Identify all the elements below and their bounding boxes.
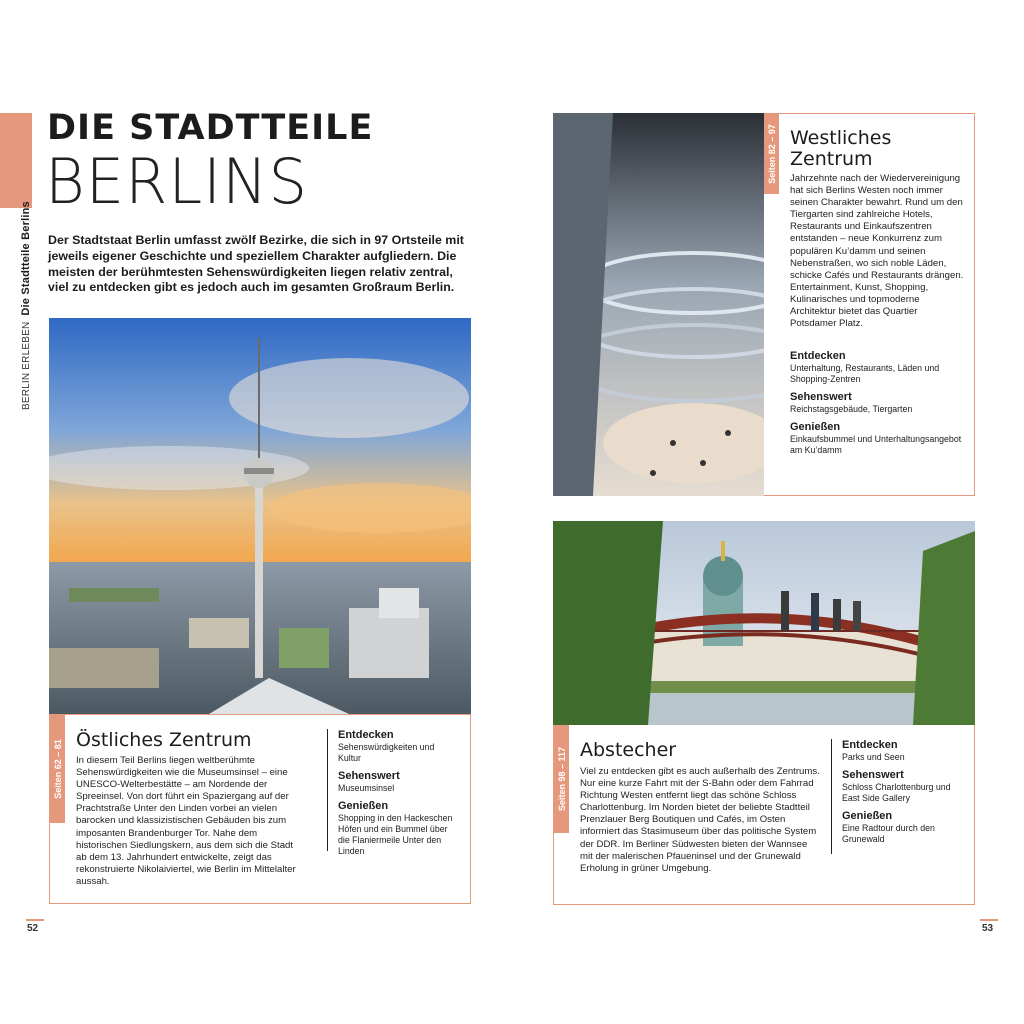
geniessen-heading: Genießen xyxy=(338,800,389,812)
sehenswert-text: Schloss Charlottenburg und East Side Gallery xyxy=(842,782,951,803)
running-header-section: BERLIN ERLEBEN xyxy=(21,321,32,410)
card-body: Jahrzehnte nach der Wiedervereinigung hat sich Berlins Westen noch immer seinen Charakter bewahrt. Rund um den Tiergarten sind zahlreiche Hotels, Restaurants und Einkaufszentren entstanden – neue Konkurrenz zum populären Ku’damm und seinen Nebenstraßen, wo sich noble Läden, schicke Cafés und Restaurants drängen. Entertainment, Kunst, Shopping, Kulinarisches und topmoderne Architektur bietet das Quartier Potsdamer Platz. xyxy=(790,173,964,330)
geniessen-heading: Genießen xyxy=(790,421,841,433)
sehenswert-text: Reichstagsgebäude, Tiergarten xyxy=(790,404,913,414)
divider xyxy=(831,739,832,854)
intro-paragraph: Der Stadtstaat Berlin umfasst zwölf Bezirke, die sich in 97 Ortsteile mit jeweils eigener Geschichte und speziellem Charakter aufgliedern. Die meisten der berühmtesten Sehenswürdigkeiten liegen relativ zentral, viel zu entdecken gibt es jedoch auch im gesamten Großraum Berlin. xyxy=(48,233,464,295)
page-range-tab xyxy=(50,715,65,823)
sehenswert-heading: Sehenswert xyxy=(842,769,904,781)
page-range-label: Seiten 62 – 81 xyxy=(52,739,63,799)
tv-tower-photo xyxy=(49,318,471,714)
geniessen-text: Shopping in den Hackeschen Höfen und ein Bummel über die Flaniermeile Unter den Linden xyxy=(338,813,453,856)
info-box xyxy=(842,739,960,851)
info-box xyxy=(790,350,965,462)
page-number-marker xyxy=(980,919,998,921)
chapter-tab-marker xyxy=(0,113,32,208)
entdecken-text: Unterhaltung, Restaurants, Läden und Shopping-Zentren xyxy=(790,363,940,384)
sehenswert-text: Museumsinsel xyxy=(338,783,395,793)
page-number-left: 52 xyxy=(27,923,39,934)
entdecken-heading: Entdecken xyxy=(842,739,898,751)
card-title-line1: Westliches xyxy=(790,127,892,149)
entdecken-text: Parks und Seen xyxy=(842,752,905,762)
sehenswert-heading: Sehenswert xyxy=(790,391,852,403)
reichstag-dome-photo xyxy=(553,113,764,496)
page-title-line1: DIE STADTTEILE xyxy=(47,108,374,148)
running-header-chapter: Die Stadtteile Berlins xyxy=(20,201,32,316)
page-range-label: Seiten 82 – 97 xyxy=(766,124,777,184)
entdecken-heading: Entdecken xyxy=(338,729,394,741)
page-number-marker xyxy=(26,919,44,921)
running-header xyxy=(20,201,32,410)
page-range-tab xyxy=(764,114,779,194)
card-body: In diesem Teil Berlins liegen weltberühmte Sehenswürdigkeiten wie die Museumsinsel – eine UNESCO-Welterbestätte – am Nordende der Spreeinsel. Von dort führt ein Spaziergang auf der Prachtstraße Unter den Linden vorbei an vielen barocken und klassizistischen Gebäuden bis zum imposanten Brandenburger Tor. Nahe dem historischen Siedlungskern, aus dem sich die Stadt ab dem 13. Jahrhundert entwickelte, zeigt das rekonstruierte Nikolaiviertel, wie Berlin im Mittelalter aussah. xyxy=(76,755,296,887)
card-title: Östliches Zentrum xyxy=(76,729,252,751)
card-westliches-zentrum xyxy=(553,113,975,496)
card-title: Abstecher xyxy=(580,739,677,761)
page-number-right: 53 xyxy=(982,923,994,934)
geniessen-text: Einkaufsbummel und Unterhaltungsangebot am Ku’damm xyxy=(790,434,962,455)
entdecken-heading: Entdecken xyxy=(790,350,846,362)
card-title-line2: Zentrum xyxy=(790,148,873,170)
entdecken-text: Sehenswürdigkeiten und Kultur xyxy=(338,742,435,763)
divider xyxy=(327,729,328,851)
geniessen-text: Eine Radtour durch den Grunewald xyxy=(842,823,935,844)
geniessen-heading: Genießen xyxy=(842,810,893,822)
page-range-tab xyxy=(554,725,569,833)
card-abstecher xyxy=(553,725,975,905)
card-body: Viel zu entdecken gibt es auch außerhalb des Zentrums. Nur eine kurze Fahrt mit der S-Bahn oder dem Fahrrad Richtung Westen entfernt liegt das schöne Schloss Charlottenburg. Im Norden bietet der beliebte Stadtteil Prenzlauer Berg Boutiquen und Cafés, im Osten informiert das Stasimuseum über das politische System der DDR. Im Berliner Südwesten bieten der Wannsee mit der malerischen Pfaueninsel und der Grunewald Erholung in grüner Umgebung. xyxy=(580,766,820,874)
schloss-charlottenburg-photo xyxy=(553,521,975,725)
card-oestliches-zentrum xyxy=(49,714,471,904)
page-title-line2: BERLINS xyxy=(45,145,309,218)
sehenswert-heading: Sehenswert xyxy=(338,770,400,782)
card-title xyxy=(790,128,891,170)
page-range-label: Seiten 98 – 117 xyxy=(556,746,567,812)
info-box xyxy=(338,729,456,863)
